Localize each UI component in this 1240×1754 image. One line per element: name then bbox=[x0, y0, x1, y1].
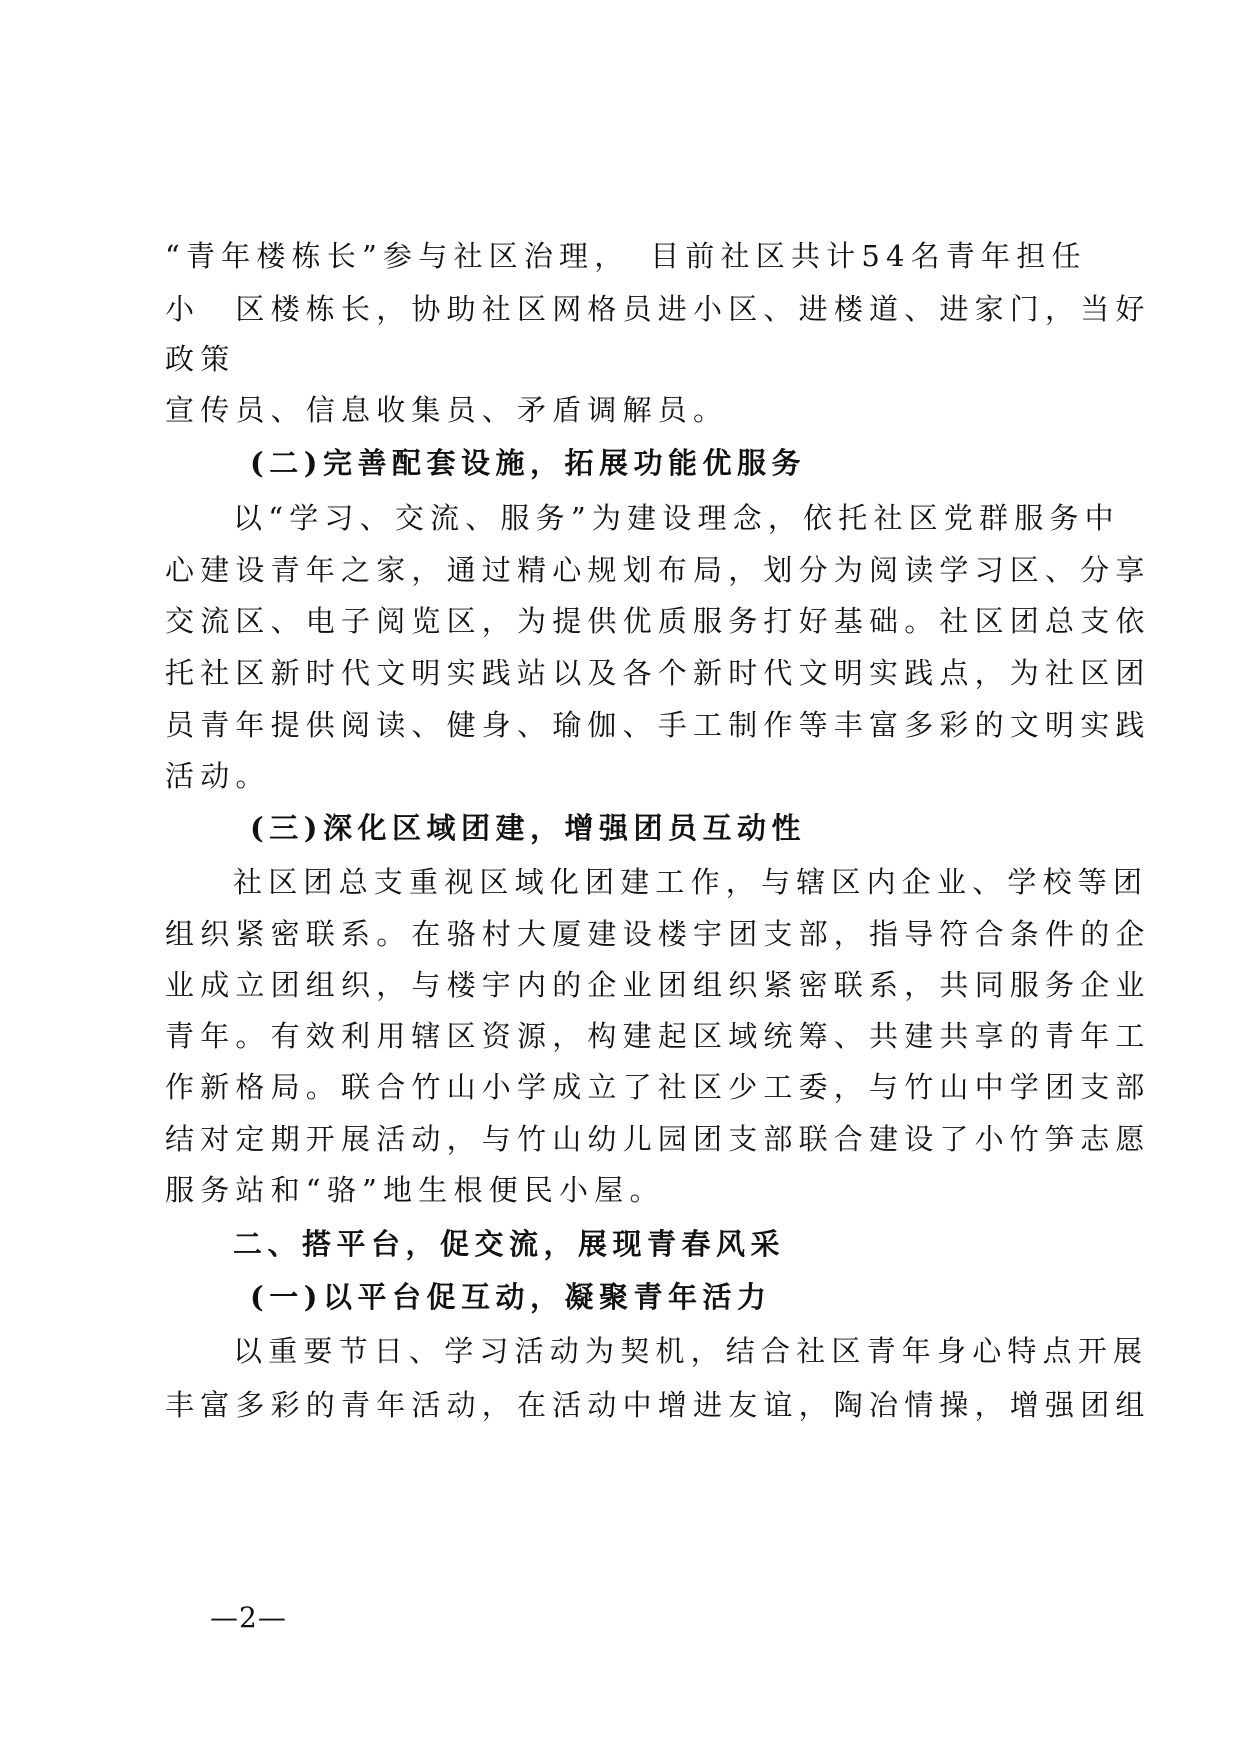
body-line: 托社区新时代文明实践站以及各个新时代文明实践点，为社区团 bbox=[165, 656, 1151, 690]
section-heading: (三)深化区域团建，增强团员互动性 bbox=[250, 811, 806, 845]
body-line: 业成立团组织，与楼宇内的企业团组织紧密联系，共同服务企业 bbox=[165, 968, 1151, 1002]
section-heading: (二)完善配套设施，拓展功能优服务 bbox=[250, 446, 806, 480]
body-line: 小 区楼栋长，协助社区网格员进小区、进楼道、进家门，当好 bbox=[165, 292, 1151, 326]
body-line: 交流区、电子阅览区，为提供优质服务打好基础。社区团总支依 bbox=[165, 604, 1151, 638]
paragraph-first-line: 以重要节日、学习活动为契机，结合社区青年身心特点开展 bbox=[233, 1334, 1149, 1368]
section-heading: (一)以平台促互动，凝聚青年活力 bbox=[250, 1280, 772, 1314]
paragraph-first-line: 以“学习、交流、服务”为建设理念，依托社区党群服务中 bbox=[233, 501, 1120, 535]
body-line: 组织紧密联系。在骆村大厦建设楼宇团支部，指导符合条件的企 bbox=[165, 917, 1151, 951]
paragraph-first-line: 社区团总支重视区域化团建工作，与辖区内企业、学校等团 bbox=[233, 865, 1149, 899]
body-line: 结对定期开展活动，与竹山幼儿园团支部联合建设了小竹笋志愿 bbox=[165, 1122, 1151, 1156]
body-line: 员青年提供阅读、健身、瑜伽、手工制作等丰富多彩的文明实践 bbox=[165, 708, 1151, 742]
body-line: 宣传员、信息收集员、矛盾调解员。 bbox=[165, 393, 729, 427]
chapter-heading: 二、搭平台，促交流，展现青春风采 bbox=[233, 1227, 786, 1261]
body-line: 政策 bbox=[165, 342, 236, 376]
body-line: 丰富多彩的青年活动，在活动中增进友谊，陶冶情操，增强团组 bbox=[165, 1388, 1151, 1422]
page-number: —2— bbox=[210, 1601, 287, 1634]
body-line: 作新格局。联合竹山小学成立了社区少工委，与竹山中学团支部 bbox=[165, 1070, 1151, 1104]
body-line: “青年楼栋长”参与社区治理， 目前社区共计54名青年担任 bbox=[165, 239, 1087, 273]
body-line: 活动。 bbox=[165, 759, 271, 793]
body-line: 心建设青年之家，通过精心规划布局，划分为阅读学习区、分享 bbox=[165, 553, 1151, 587]
body-line: 青年。有效利用辖区资源，构建起区域统筹、共建共享的青年工 bbox=[165, 1019, 1151, 1053]
body-line: 服务站和“骆”地生根便民小屋。 bbox=[165, 1173, 665, 1207]
